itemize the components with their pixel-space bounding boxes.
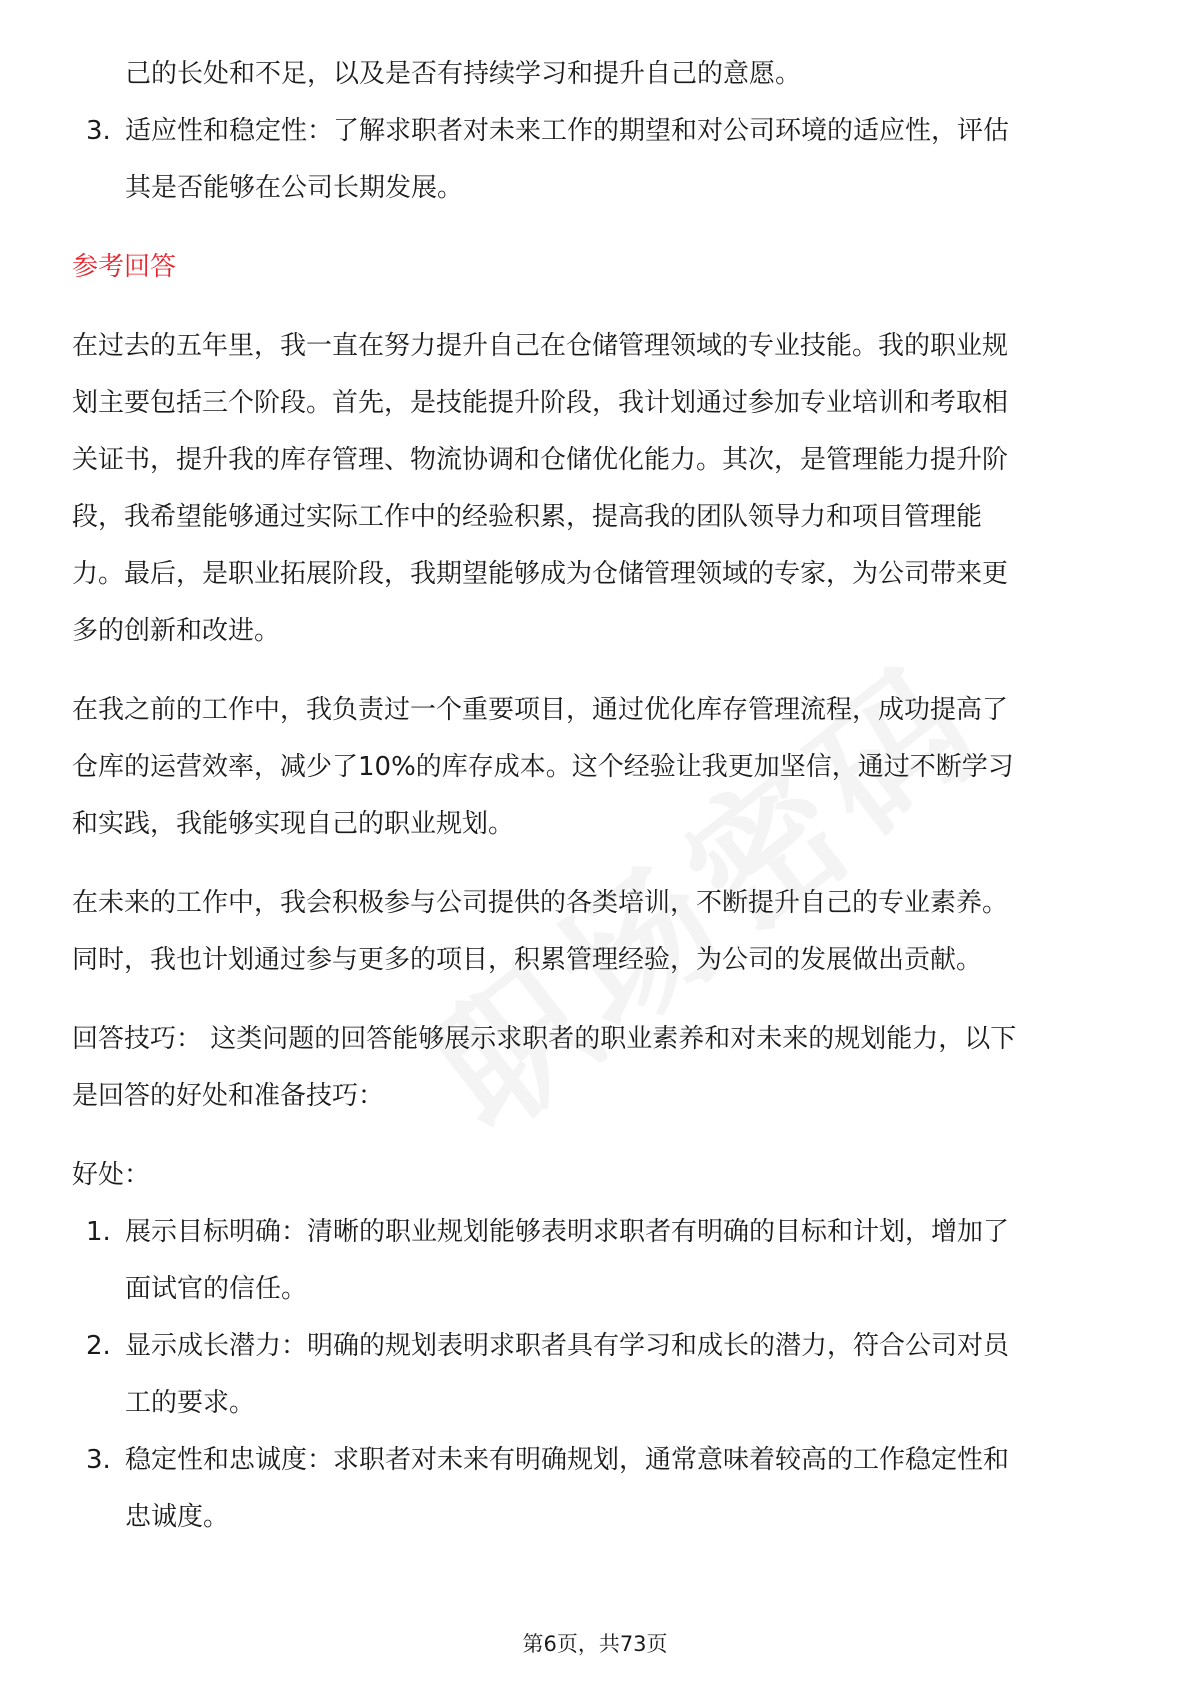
list-item-text: 显示成长潜力：明确的规划表明求职者具有学习和成长的潜力，符合公司对员 [125, 1331, 1010, 1361]
benefits-list [72, 1204, 1118, 1546]
list-number: 1. [86, 1217, 111, 1247]
text-line: 和实践，我能够实现自己的职业规划。 [72, 809, 515, 839]
text-line: 划主要包括三个阶段。首先，是技能提升阶段，我计划通过参加专业培训和考取相 [72, 388, 1009, 418]
benefit-item-1 [72, 1204, 1118, 1261]
page-content [72, 46, 1118, 1546]
benefit-item-3 [72, 1432, 1118, 1489]
text-line: 同时，我也计划通过参与更多的项目，积累管理经验，为公司的发展做出贡献。 [72, 945, 983, 975]
list-item-text: 稳定性和忠诚度：求职者对未来有明确规划，通常意味着较高的工作稳定性和 [125, 1445, 1010, 1475]
text-line: 在未来的工作中，我会积极参与公司提供的各类培训，不断提升自己的专业素养。 [72, 888, 1009, 918]
list-item-text: 适应性和稳定性：了解求职者对未来工作的期望和对公司环境的适应性，评估 [125, 116, 1010, 146]
answer-paragraph-2 [72, 682, 1118, 853]
list-item-continuation: 忠诚度。 [125, 1502, 230, 1532]
answer-paragraph-1 [72, 318, 1118, 660]
benefits-heading: 好处： [72, 1160, 151, 1190]
list-item-continuation: 面试官的信任。 [125, 1274, 308, 1304]
intro-list-item [72, 103, 1118, 160]
list-item-continuation: 其是否能够在公司长期发展。 [125, 173, 464, 203]
text-line: 在我之前的工作中，我负责过一个重要项目，通过优化库存管理流程，成功提高了 [72, 695, 1009, 725]
text-line: 是回答的好处和准备技巧： [72, 1081, 385, 1111]
benefit-item-2 [72, 1318, 1118, 1375]
text-line: 段，我希望能够通过实际工作中的经验积累，提高我的团队领导力和项目管理能 [72, 502, 983, 532]
text-line: 回答技巧： 这类问题的回答能够展示求职者的职业素养和对未来的规划能力，以下 [72, 1024, 1017, 1054]
text-line: 仓库的运营效率，减少了10%的库存成本。这个经验让我更加坚信，通过不断学习 [72, 752, 1014, 782]
list-item-continuation: 工的要求。 [125, 1388, 256, 1418]
page-footer: 第6页，共73页 [522, 1632, 668, 1656]
answer-paragraph-3 [72, 875, 1118, 989]
list-number: 3. [86, 116, 111, 146]
list-number: 2. [86, 1331, 111, 1361]
list-number: 3. [86, 1445, 111, 1475]
list-item-text: 展示目标明确：清晰的职业规划能够表明求职者有明确的目标和计划，增加了 [125, 1217, 1010, 1247]
answer-tips-paragraph [72, 1011, 1118, 1125]
text-line: 在过去的五年里，我一直在努力提升自己在仓储管理领域的专业技能。我的职业规 [72, 331, 1009, 361]
text-line: 关证书，提升我的库存管理、物流协调和仓储优化能力。其次，是管理能力提升阶 [72, 445, 1009, 475]
reference-answer-heading: 参考回答 [72, 252, 177, 282]
intro-continuation-line: 己的长处和不足，以及是否有持续学习和提升自己的意愿。 [125, 59, 802, 89]
intro-list [72, 103, 1118, 217]
text-line: 力。最后，是职业拓展阶段，我期望能够成为仓储管理领域的专家，为公司带来更 [72, 559, 1009, 589]
text-line: 多的创新和改进。 [72, 616, 281, 646]
